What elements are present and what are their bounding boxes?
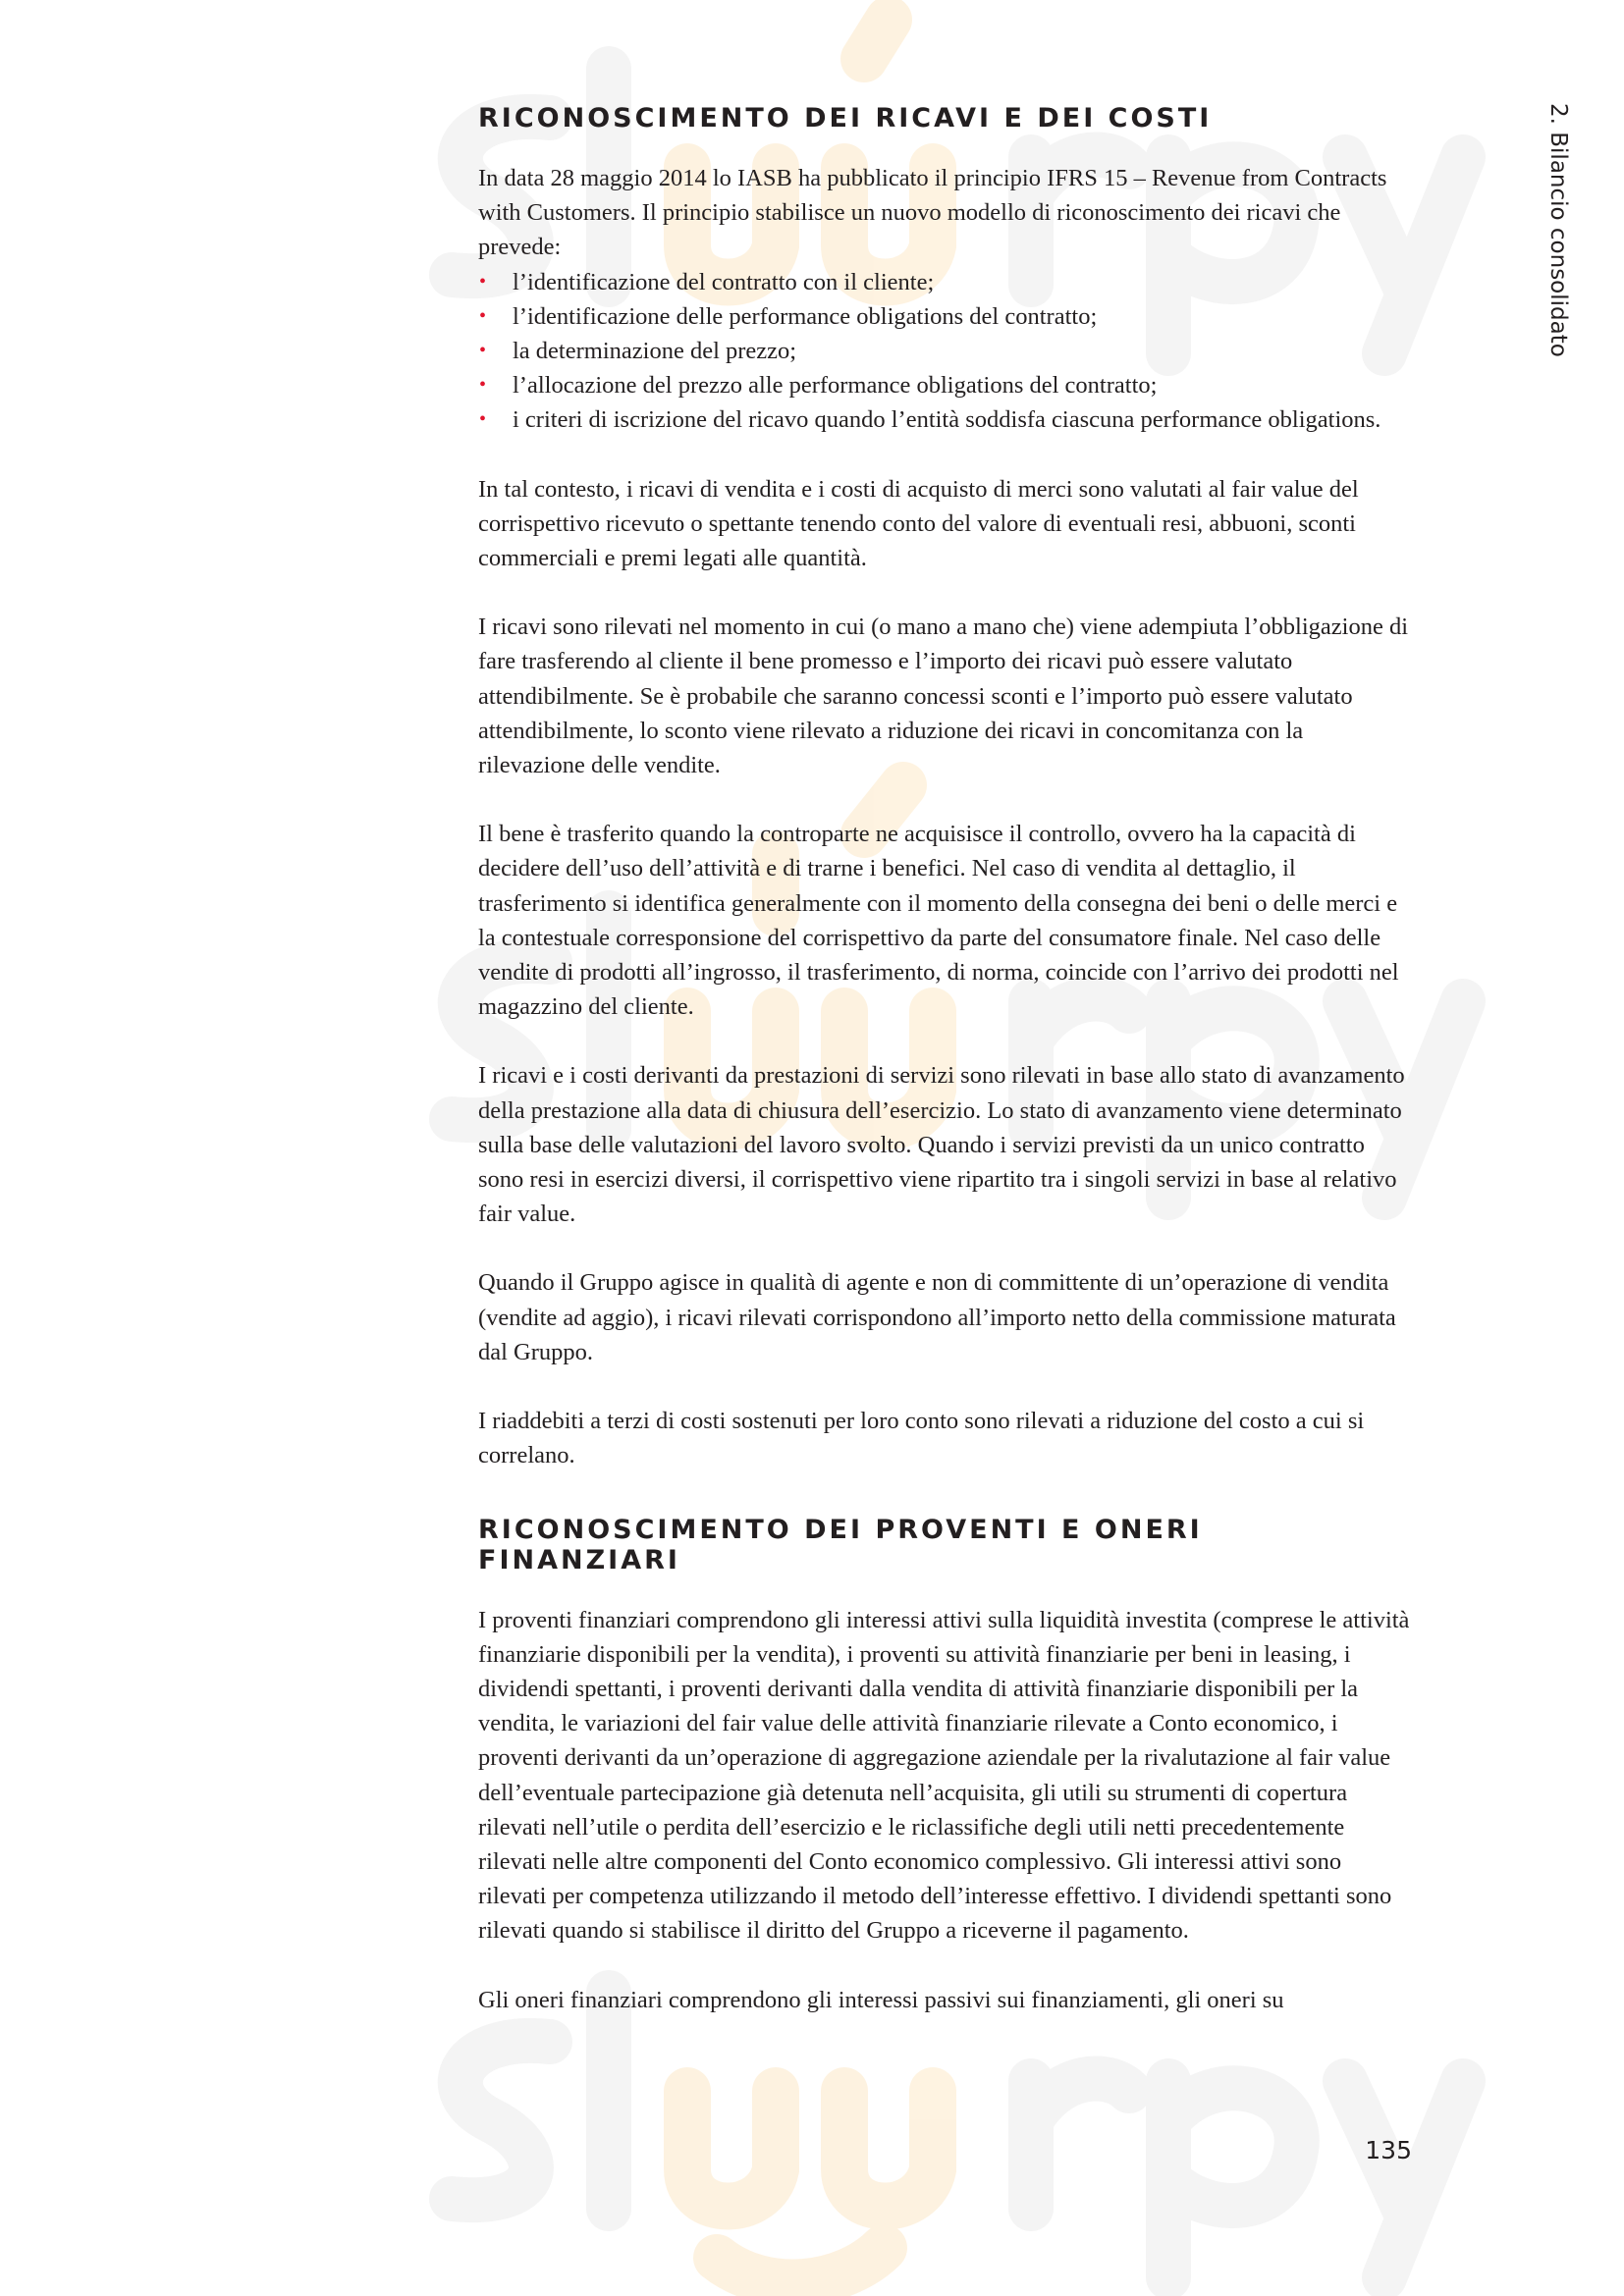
- list-item: [478, 265, 1411, 299]
- bullet-icon: •: [479, 304, 487, 327]
- bullet-icon: •: [479, 340, 487, 362]
- page-number: 135: [1365, 2136, 1412, 2164]
- section-intro-paragraph: In data 28 maggio 2014 lo IASB ha pubblicato il principio IFRS 15 – Revenue from Contracts with Customers. Il principio stabilisce un nuovo modello di riconoscimento dei ricavi che prevede:: [478, 165, 1387, 261]
- body-paragraph: Gli oneri finanziari comprendono gli interessi passivi sui finanziamenti, gli oneri su: [478, 1986, 1284, 2013]
- bullet-list: [478, 265, 1411, 438]
- chapter-side-label: 2. Bilancio consolidato: [1545, 103, 1571, 357]
- list-item-text: l’identificazione del contratto con il cliente;: [513, 268, 935, 295]
- body-paragraph: Quando il Gruppo agisce in qualità di agente e non di committente di un’operazione di vendita (vendite ad aggio), i ricavi rilevati corrispondono all’importo netto della commissione maturata dal Gruppo.: [478, 1269, 1396, 1365]
- body-paragraph: I proventi finanziari comprendono gli interessi attivi sulla liquidità investita (comprese le attività finanziarie disponibili per la vendita), i proventi su attività finanziarie per beni in leasing, i dividendi spettanti, i proventi derivanti dalla vendita di attività finanziarie disponibili per la vendita, le variazioni del fair value delle attività finanziarie rilevate a Conto economico, i proventi derivanti da un’operazione di aggregazione aziendale per la rivalutazione al fair value dell’eventuale partecipazione già detenuta nell’acquisita, gli utili su strumenti di copertura rilevati nell’utile o perdita dell’esercizio e le riclassifiche degli utili netti precedentemente rilevati nelle altre componenti del Conto economico complessivo. Gli interessi attivi sono rilevati per competenza utilizzando il metodo dell’interesse effettivo. I dividendi spettanti sono rilevati quando si stabilisce il diritto del Gruppo a riceverne il pagamento.: [478, 1606, 1410, 1945]
- body-paragraph: Il bene è trasferito quando la controparte ne acquisisce il controllo, ovvero ha la capacità di decidere dell’uso dell’attività e di trarne i benefici. Nel caso di vendita al dettaglio, il trasferimento si identifica generalmente con il momento della consegna dei beni o delle merci e la contestuale corresponsione del corrispettivo da parte del consumatore finale. Nel caso delle vendite di prodotti all’ingrosso, il trasferimento, di norma, coincide con l’arrivo dei prodotti nel magazzino del cliente.: [478, 821, 1399, 1021]
- body-paragraph: I riaddebiti a terzi di costi sostenuti per loro conto sono rilevati a riduzione del costo a cui si correlano.: [478, 1408, 1365, 1469]
- list-item: [478, 299, 1411, 334]
- body-paragraph: I ricavi sono rilevati nel momento in cui (o mano a mano che) viene adempiuta l’obbligazione di fare trasferendo al cliente il bene promesso e l’importo dei ricavi può essere valutato attendibilmente. Se è probabile che saranno concessi sconti e l’importo può essere valutato attendibilmente, lo sconto viene rilevato a riduzione dei ricavi in concomitanza con la rilevazione delle vendite.: [478, 614, 1409, 779]
- body-paragraph: In tal contesto, i ricavi di vendita e i costi di acquisto di merci sono valutati al fair value del corrispettivo ricevuto o spettante tenendo conto del valore di eventuali resi, abbuoni, sconti commerciali e premi legati alle quantità.: [478, 475, 1359, 572]
- section-heading-ricavi-costi: RICONOSCIMENTO DEI RICAVI E DEI COSTI: [478, 103, 1213, 133]
- list-item-text: i criteri di iscrizione del ricavo quando l’entità soddisfa ciascuna performance obligations.: [513, 406, 1381, 434]
- body-paragraph: I ricavi e i costi derivanti da prestazioni di servizi sono rilevati in base allo stato di avanzamento della prestazione alla data di chiusura dell’esercizio. Lo stato di avanzamento viene determinato sulla base delle valutazioni del lavoro svolto. Quando i servizi previsti da un unico contratto sono resi in esercizi diversi, il corrispettivo viene ripartito tra i singoli servizi in base al relativo fair value.: [478, 1062, 1405, 1228]
- page-content: [478, 103, 1411, 2017]
- list-item-text: l’allocazione del prezzo alle performance obligations del contratto;: [513, 372, 1158, 400]
- bullet-icon: •: [479, 408, 487, 431]
- list-item-text: la determinazione del prezzo;: [513, 338, 797, 365]
- list-item: [478, 402, 1411, 437]
- bullet-icon: •: [479, 270, 487, 293]
- section-heading-proventi-oneri: RICONOSCIMENTO DEI PROVENTI E ONERI FINANZIARI: [478, 1514, 1203, 1575]
- list-item: [478, 334, 1411, 368]
- bullet-icon: •: [479, 374, 487, 397]
- list-item: [478, 368, 1411, 402]
- list-item-text: l’identificazione delle performance obligations del contratto;: [513, 302, 1098, 330]
